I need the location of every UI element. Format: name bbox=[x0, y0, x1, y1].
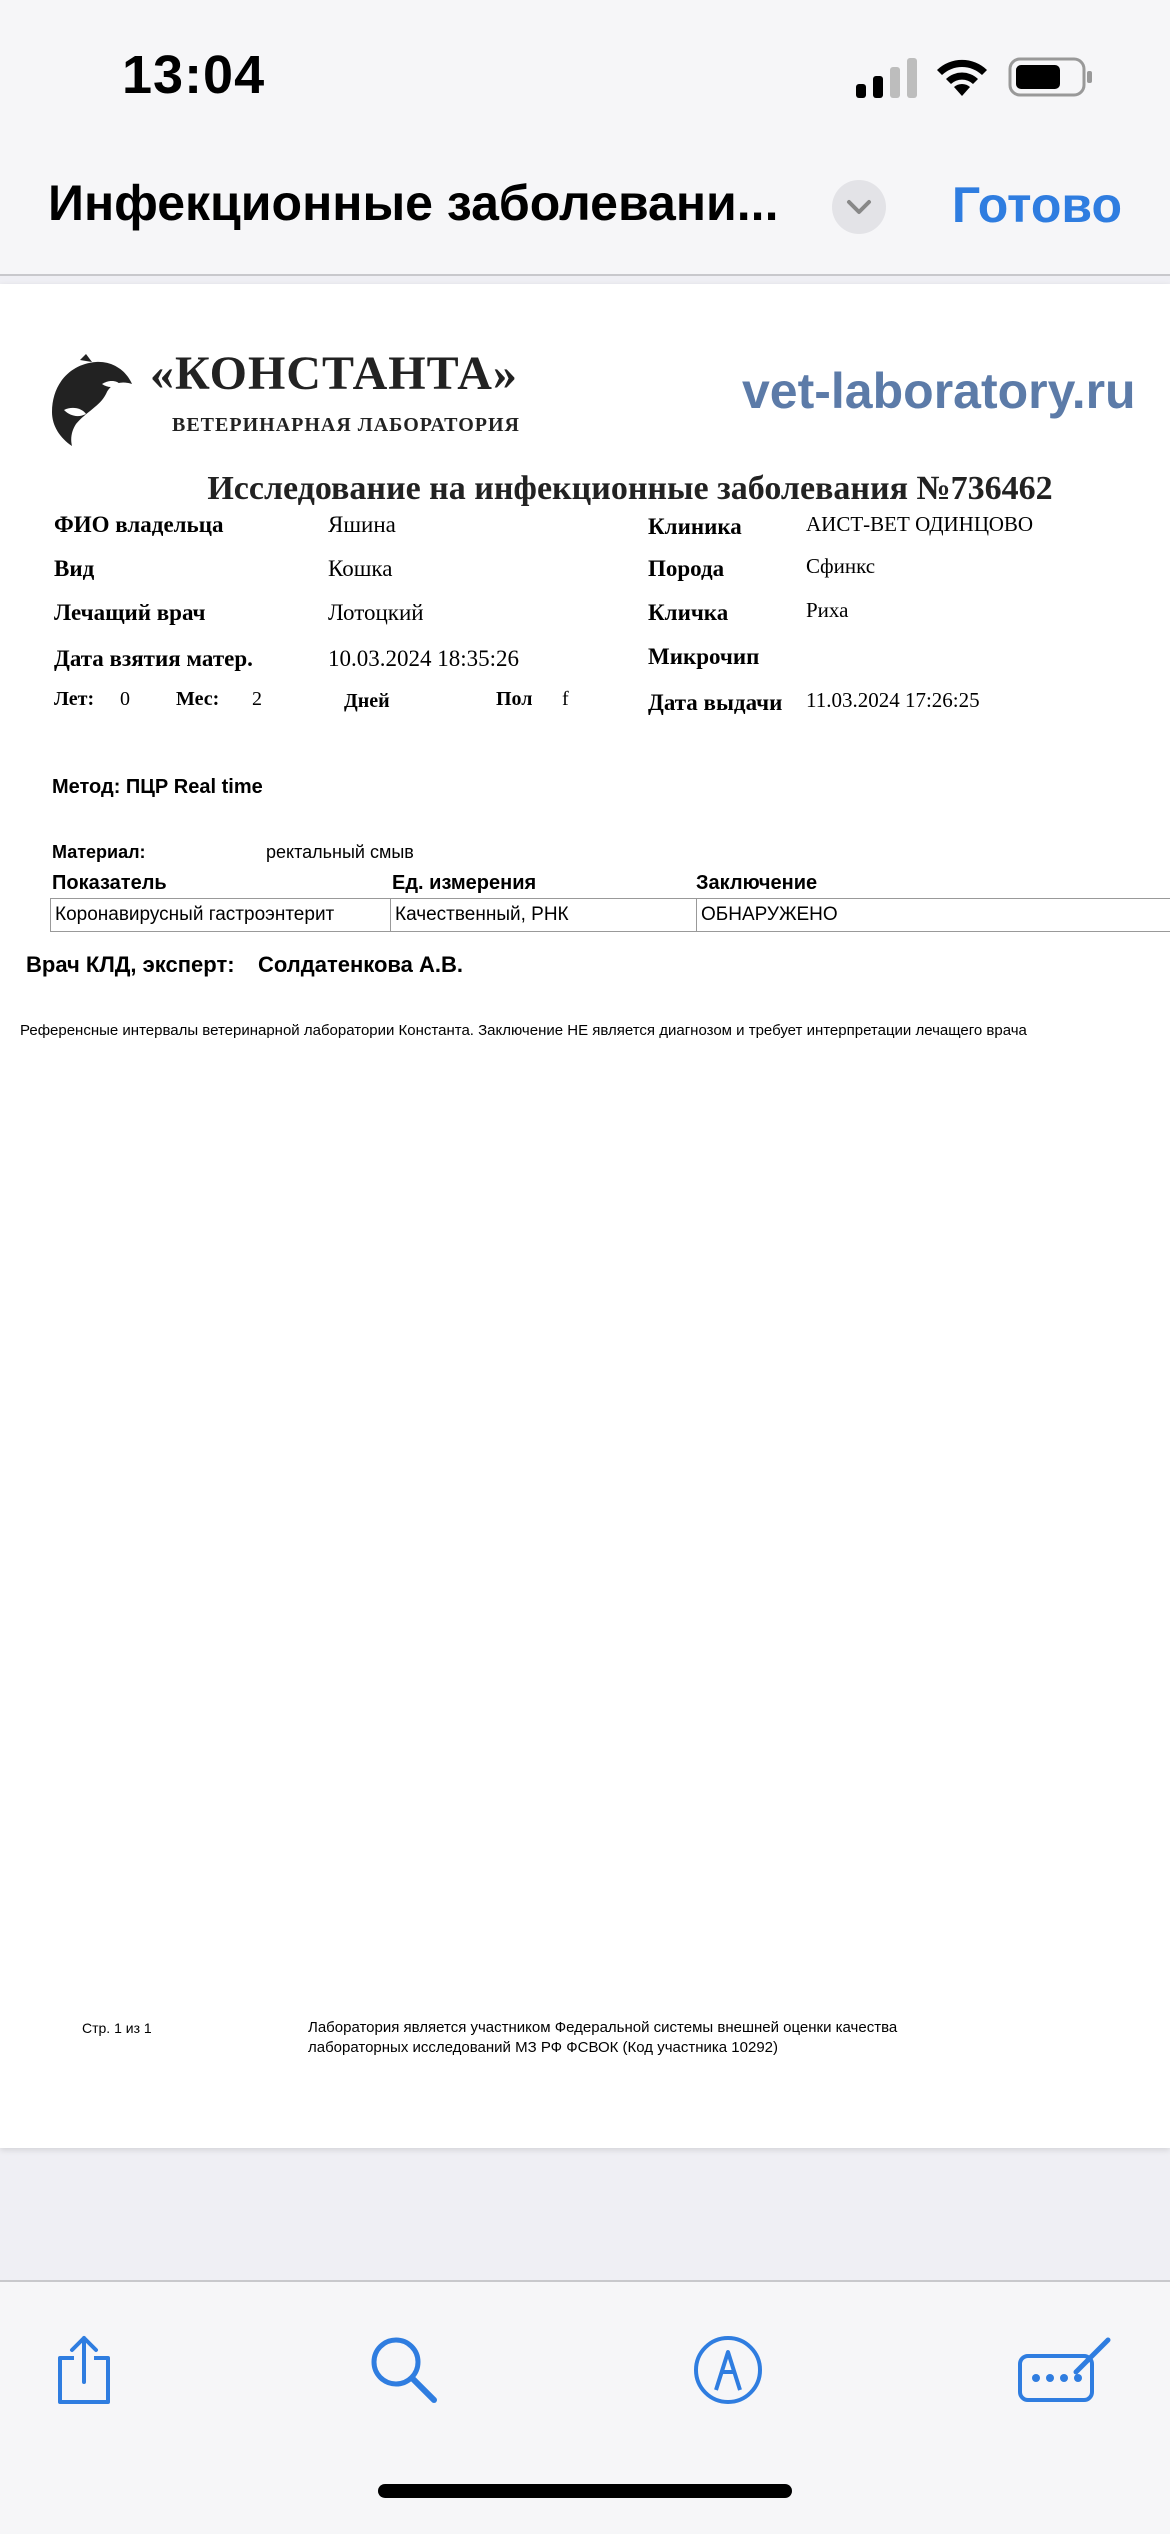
keyboard-edit-icon[interactable] bbox=[1016, 2332, 1116, 2408]
vet-value: Лотоцкий bbox=[328, 600, 424, 625]
pet-name-label: Кличка bbox=[648, 600, 729, 625]
sex-value: f bbox=[562, 688, 569, 710]
sample-date-value: 10.03.2024 18:35:26 bbox=[328, 646, 520, 671]
breed-label: Порода bbox=[648, 556, 725, 581]
done-button[interactable]: Готово bbox=[951, 177, 1122, 233]
share-icon[interactable] bbox=[46, 2332, 122, 2408]
breed-value: Сфинкс bbox=[806, 554, 876, 578]
species-value: Кошка bbox=[328, 556, 393, 581]
issue-date-value: 11.03.2024 17:26:25 bbox=[806, 688, 980, 712]
cell-conclusion: ОБНАРУЖЕНО bbox=[701, 904, 838, 925]
owner-value: Яшина bbox=[328, 512, 396, 537]
orca-logo-icon bbox=[46, 354, 134, 448]
vet-label: Лечащий врач bbox=[54, 600, 206, 625]
markup-icon[interactable] bbox=[690, 2332, 766, 2408]
home-indicator bbox=[378, 2484, 792, 2498]
days-label: Дней bbox=[344, 690, 390, 712]
cell-unit: Качественный, РНК bbox=[391, 899, 697, 931]
report-heading: Исследование на инфекционные заболевания №736462 bbox=[207, 470, 1053, 507]
clinic-label: Клиника bbox=[648, 514, 742, 539]
material-label: Материал: bbox=[52, 842, 146, 862]
lab-brand-subtitle: ВЕТЕРИНАРНАЯ ЛАБОРАТОРИЯ bbox=[172, 414, 520, 436]
sample-date-label: Дата взятия матер. bbox=[54, 646, 253, 671]
col-header-unit: Ед. измерения bbox=[392, 872, 537, 894]
table-row bbox=[50, 898, 1170, 932]
microchip-label: Микрочип bbox=[648, 644, 760, 669]
issue-date-label: Дата выдачи bbox=[648, 690, 783, 715]
pet-name-value: Риха bbox=[806, 598, 849, 622]
search-icon[interactable] bbox=[366, 2332, 442, 2408]
chevron-down-icon bbox=[832, 180, 886, 234]
doctor-label: Врач КЛД, эксперт: bbox=[26, 952, 235, 977]
wifi-icon bbox=[934, 54, 990, 98]
title-menu-button[interactable] bbox=[832, 180, 886, 234]
footer-note: Лаборатория является участником Федеральной системы внешней оценки качества лабораторных исследований МЗ РФ ФСВОК (Код участника 10292) bbox=[308, 2019, 898, 2056]
page-number: Стр. 1 из 1 bbox=[82, 2020, 152, 2036]
species-label: Вид bbox=[54, 556, 95, 581]
cell-indicator: Коронавирусный гастроэнтерит bbox=[51, 899, 391, 931]
status-time: 13:04 bbox=[122, 45, 266, 105]
cellular-signal-icon bbox=[856, 56, 918, 98]
col-header-indicator: Показатель bbox=[52, 872, 167, 894]
material-value: ректальный смыв bbox=[266, 842, 414, 862]
lab-website: vet-laboratory.ru bbox=[742, 363, 1136, 419]
owner-label: ФИО владельца bbox=[54, 512, 224, 537]
lab-brand-name: «КОНСТАНТА» bbox=[150, 347, 518, 400]
months-label: Мес: bbox=[176, 688, 220, 710]
navigation-bar bbox=[0, 150, 1170, 276]
doctor-name: Солдатенкова А.В. bbox=[258, 952, 463, 977]
method: Метод: ПЦР Real time bbox=[52, 776, 263, 798]
status-bar bbox=[0, 0, 1170, 150]
clinic-value: АИСТ-ВЕТ ОДИНЦОВО bbox=[806, 512, 1034, 536]
years-label: Лет: bbox=[54, 688, 95, 710]
sex-label: Пол bbox=[496, 688, 533, 710]
months-value: 2 bbox=[252, 688, 262, 710]
pdf-page bbox=[0, 284, 1170, 2148]
years-value: 0 bbox=[120, 688, 130, 710]
reference-note: Референсные интервалы ветеринарной лаборатории Константа. Заключение НЕ является диагнозом и требует интерпретации лечащего врача bbox=[20, 1022, 1027, 1039]
document-title: Инфекционные заболевани... bbox=[48, 175, 779, 231]
col-header-conclusion: Заключение bbox=[696, 872, 818, 894]
battery-icon bbox=[1008, 56, 1094, 98]
